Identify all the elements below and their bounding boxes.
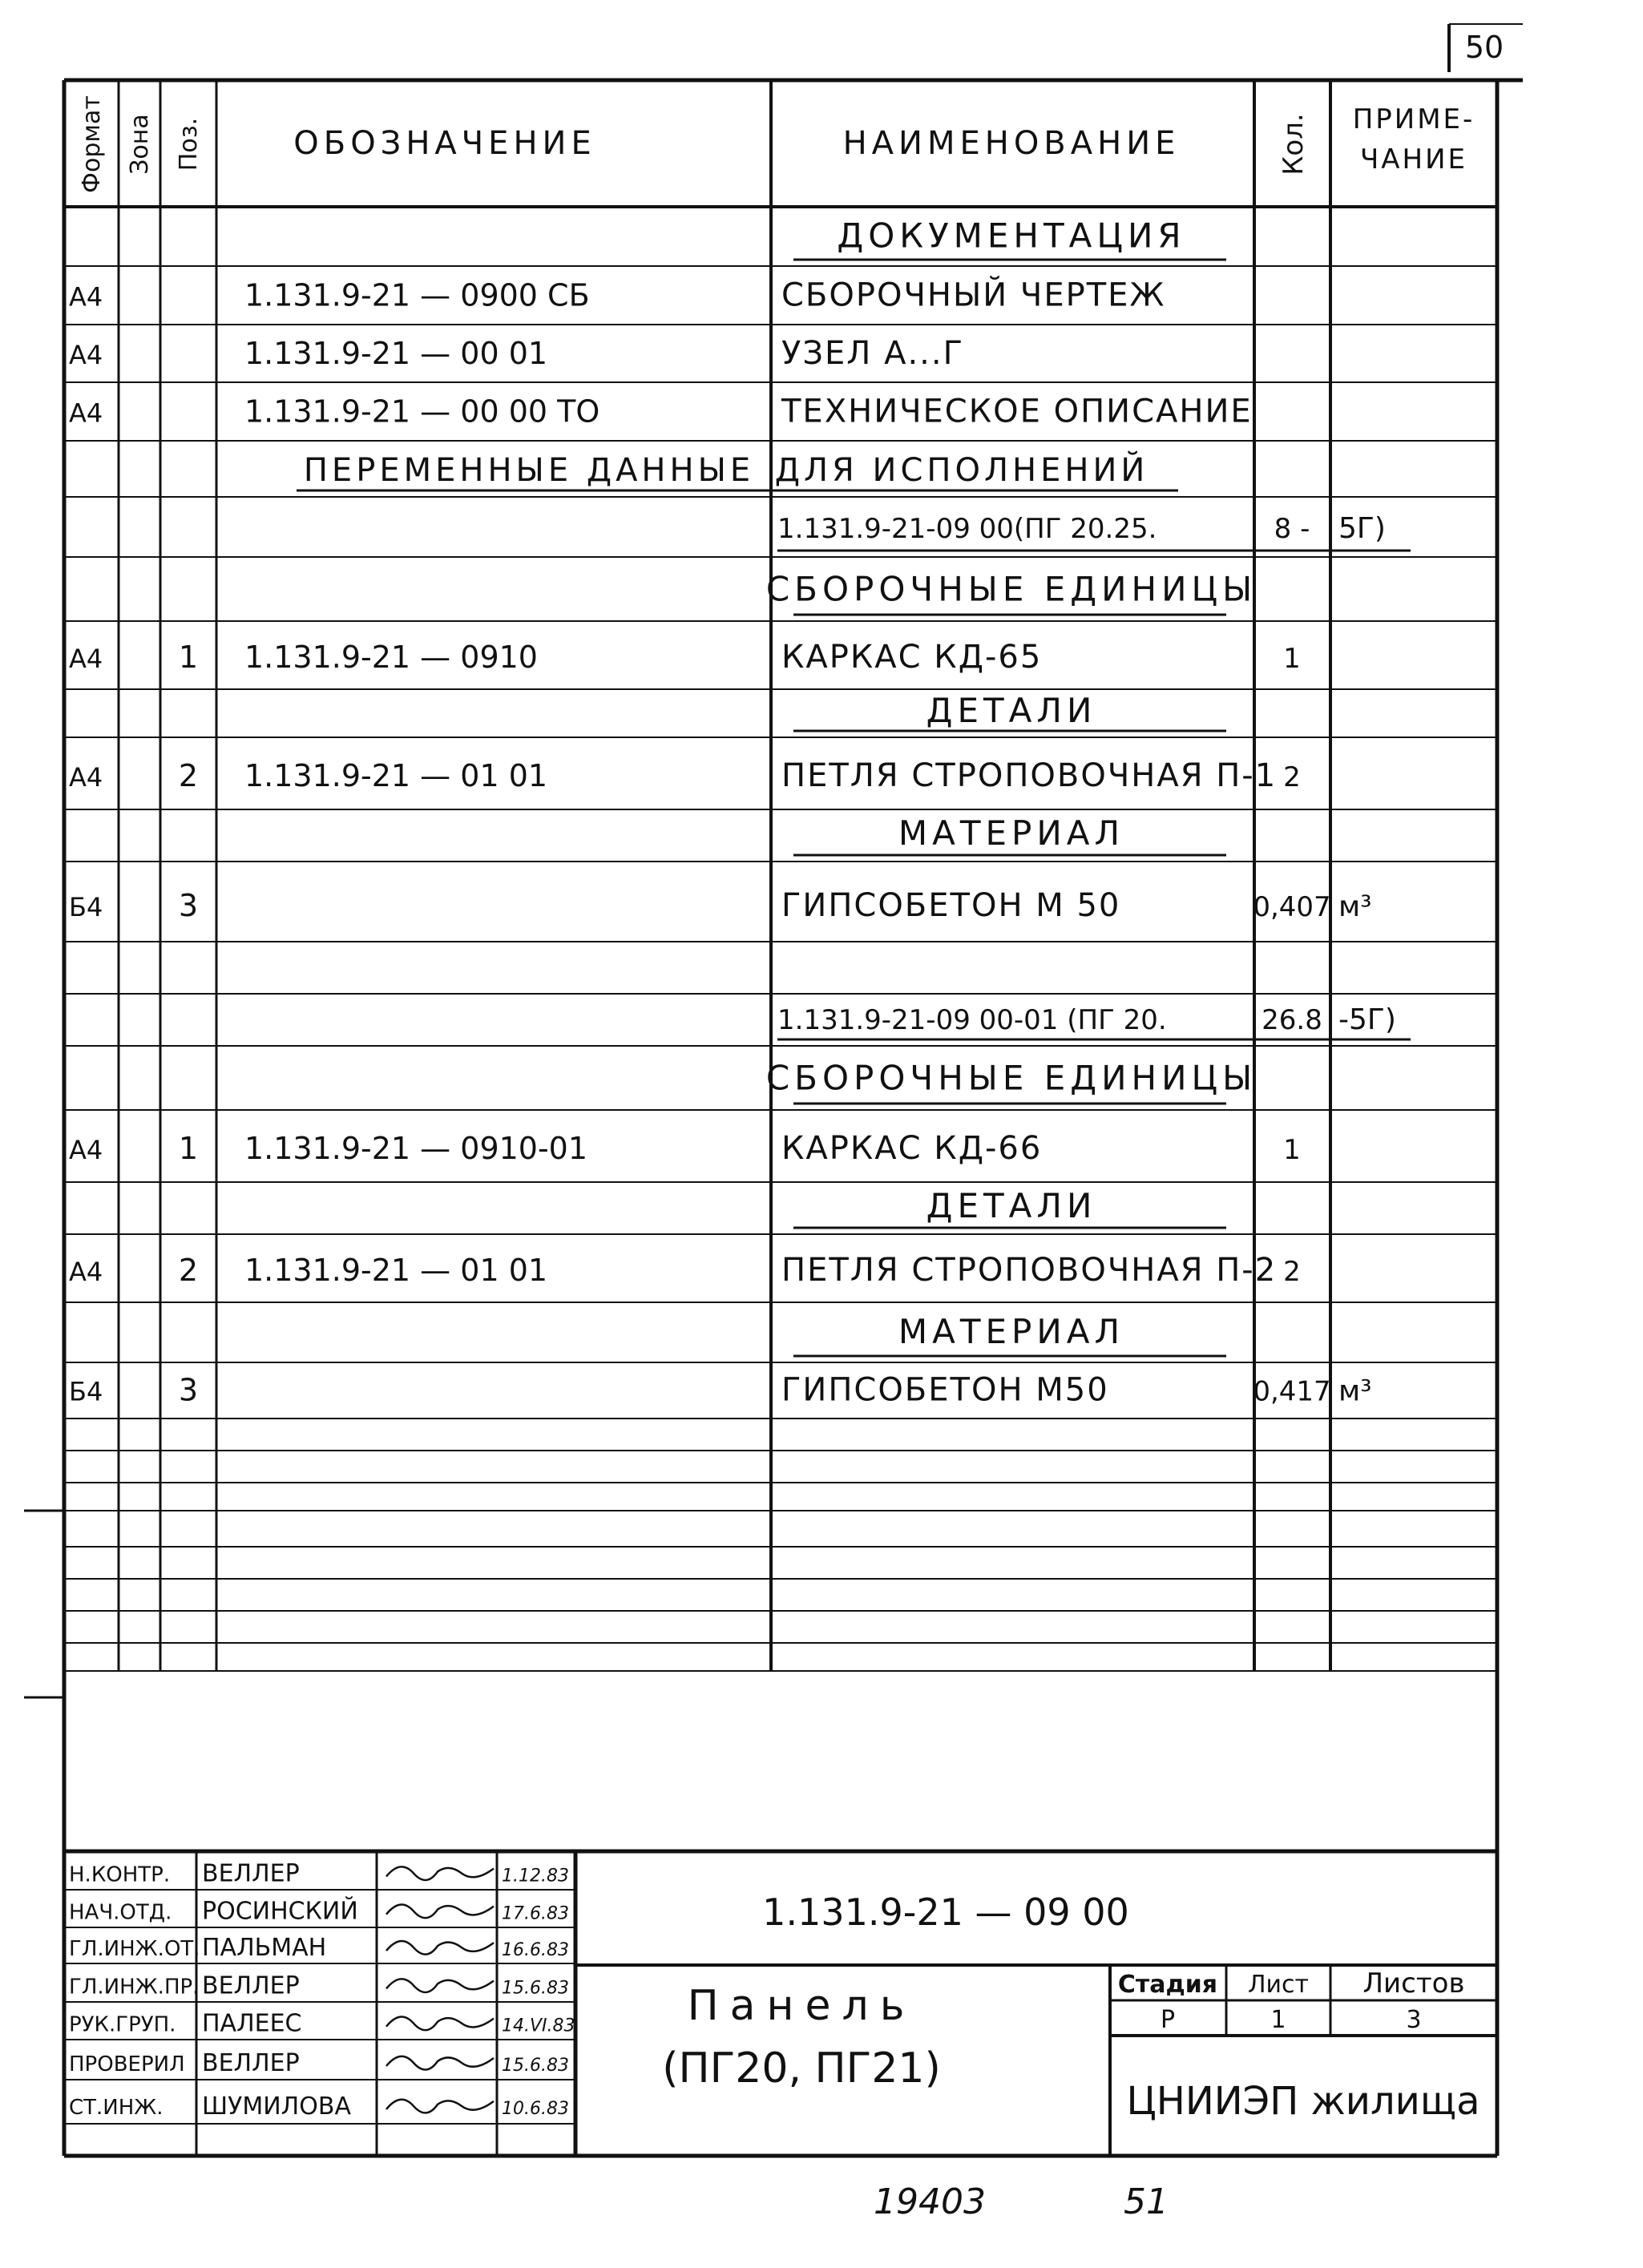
signer-name: ВЕЛЛЕР: [202, 1859, 300, 1888]
cell-name: ПЕТЛЯ СТРОПОВОЧНАЯ П-2: [781, 1251, 1278, 1289]
cell-name: КАРКАС КД-66: [781, 1130, 1043, 1168]
table-row: [69, 1130, 1301, 1167]
signer-date: 17.6.83: [502, 1903, 569, 1924]
cell-format: А4: [69, 1256, 103, 1287]
signer-role: НАЧ.ОТД.: [69, 1900, 172, 1925]
cell-qty: 1: [1283, 642, 1301, 675]
cell-designation: 1.131.9-21 — 0900 СБ: [244, 277, 590, 313]
signer-row: [64, 2040, 575, 2077]
header-designation: ОБОЗНАЧЕНИЕ: [293, 125, 596, 162]
cell-pos: 1: [178, 639, 199, 675]
table-row: [793, 1312, 1226, 1356]
signer-date: 15.6.83: [502, 2056, 569, 2076]
cell-format: А4: [69, 281, 103, 313]
cell-qty: 0,417: [1253, 1375, 1331, 1408]
header-zone: Зона: [126, 114, 154, 175]
header-pos: Поз.: [175, 117, 203, 172]
signer-role: РУК.ГРУП.: [69, 2012, 176, 2037]
title-block: [64, 1851, 1497, 2156]
signer-row: [64, 2002, 575, 2038]
table-row: [69, 757, 1301, 794]
cell-name: ГИПСОБЕТОН М 50: [781, 887, 1121, 924]
header-format: Формат: [78, 95, 106, 193]
cell-qty: 8 -: [1274, 513, 1310, 545]
signer-row: [64, 1890, 575, 1926]
table-row: [69, 1252, 1301, 1289]
signature-mark: [386, 1979, 494, 1992]
table-row: [69, 335, 964, 372]
signer-row: [64, 2080, 575, 2121]
header-note-2: ЧАНИЕ: [1359, 143, 1468, 176]
sheet-number: 50: [1464, 30, 1504, 65]
inventory-number: 19403: [874, 2181, 986, 2222]
header-note-1: ПРИМЕ-: [1352, 103, 1475, 135]
signer-name: ВЕЛЛЕР: [202, 2049, 300, 2077]
sheets-value: 3: [1406, 2006, 1422, 2034]
table-row: [793, 1186, 1226, 1228]
cell-pos: 3: [178, 1372, 199, 1408]
signer-role: Н.КОНТР.: [69, 1862, 171, 1887]
stage-label: Стадия: [1117, 1971, 1218, 1999]
signer-date: 10.6.83: [502, 2098, 569, 2119]
cell-name: ТЕХНИЧЕСКОЕ ОПИСАНИЕ: [781, 393, 1253, 430]
cell-name-section: МАТЕРИАЛ: [898, 1312, 1125, 1351]
cell-note: 5Г): [1338, 512, 1386, 545]
cell-qty: 26.8: [1262, 1004, 1322, 1037]
cell-name-variant: 1.131.9-21-09 00(ПГ 20.25.: [777, 513, 1157, 545]
frame: [24, 80, 1523, 2156]
footer-page-number: 51: [1124, 2181, 1169, 2222]
table-row: [793, 813, 1226, 855]
cell-qty: 0,407: [1253, 891, 1331, 923]
cell-qty: 2: [1283, 761, 1301, 794]
cell-name: ПЕТЛЯ СТРОПОВОЧНАЯ П-1: [781, 757, 1278, 795]
cell-name: УЗЕЛ А...Г: [781, 334, 964, 372]
table-row: [777, 512, 1411, 551]
cell-designation: 1.131.9-21 — 0910-01: [244, 1131, 588, 1167]
table-row: [69, 639, 1301, 676]
table-row: [793, 691, 1226, 731]
signer-role: ПРОВЕРИЛ: [69, 2052, 185, 2076]
cell-name: СБОРОЧНЫЙ ЧЕРТЕЖ: [781, 276, 1166, 314]
document-code: 1.131.9-21 — 09 00: [762, 1891, 1129, 1934]
header-name: НАИМЕНОВАНИЕ: [842, 125, 1181, 162]
cell-qty: 1: [1283, 1134, 1301, 1167]
signer-name: ШУМИЛОВА: [202, 2092, 351, 2121]
cell-name-section: ДОКУМЕНТАЦИЯ: [837, 216, 1186, 256]
cell-format: А4: [69, 398, 103, 429]
variable-data-heading: [297, 450, 1178, 490]
cell-pos: 1: [178, 1131, 199, 1167]
cell-name-variant: 1.131.9-21-09 00-01 (ПГ 20.: [777, 1004, 1167, 1037]
cell-designation: 1.131.9-21 — 01 01: [244, 1252, 548, 1288]
cell-name: КАРКАС КД-65: [781, 638, 1043, 676]
signature-table: [64, 1859, 575, 2120]
signature-mark: [386, 1905, 494, 1919]
cell-name-section: СБОРОЧНЫЕ ЕДИНИЦЫ: [765, 1058, 1257, 1098]
organization: ЦНИИЭП жилища: [1126, 2079, 1480, 2124]
signer-name: РОСИНСКИЙ: [202, 1897, 358, 1926]
cell-note: -5Г): [1338, 1003, 1396, 1037]
title-line-2: (ПГ20, ПГ21): [662, 2044, 941, 2092]
signer-date: 16.6.83: [502, 1940, 569, 1961]
table-header: [78, 95, 1475, 193]
cell-format: Б4: [69, 1376, 103, 1407]
cell-pos: 2: [178, 1252, 199, 1288]
specification-table: [64, 80, 1497, 1671]
table-row: [69, 887, 1372, 924]
cell-designation: 1.131.9-21 — 00 01: [244, 335, 548, 371]
signer-row: [69, 1859, 569, 1887]
signer-role: ГЛ.ИНЖ.ПР.: [69, 1975, 200, 2000]
cell-name-section: МАТЕРИАЛ: [898, 813, 1125, 854]
sheet-label: Лист: [1247, 1971, 1310, 1999]
signer-date: 14.VI.83: [502, 2016, 575, 2036]
table-row: [69, 1372, 1372, 1409]
cell-designation: 1.131.9-21 — 0910: [244, 639, 538, 675]
cell-format: А4: [69, 1135, 103, 1166]
cell-pos: 3: [178, 888, 199, 923]
cell-pos: 2: [178, 758, 199, 794]
variable-data-part1: ПЕРЕМЕННЫЕ ДАННЫЕ: [303, 452, 755, 489]
signer-name: ПАЛЬМАН: [202, 1934, 327, 1963]
table-row: [69, 276, 1166, 314]
table-row: [69, 393, 1253, 430]
cell-note: м³: [1338, 1374, 1372, 1408]
cell-name: ГИПСОБЕТОН М50: [781, 1371, 1109, 1409]
sheets-label: Листов: [1362, 1967, 1465, 2000]
sheet-number-box: [1449, 24, 1523, 72]
cell-format: А4: [69, 762, 103, 793]
signer-date: 1.12.83: [502, 1866, 569, 1887]
cell-qty: 2: [1283, 1255, 1301, 1288]
cell-format: А4: [69, 643, 103, 674]
signature-mark: [386, 1866, 494, 1880]
cell-name-section: ДЕТАЛИ: [926, 1186, 1097, 1226]
cell-format: Б4: [69, 892, 103, 922]
header-qty: Кол.: [1278, 113, 1310, 176]
table-row: [766, 1058, 1257, 1104]
title-line-1: Панель: [687, 1982, 916, 2030]
signer-name: ВЕЛЛЕР: [202, 1971, 300, 2000]
variable-data-part2: ДЛЯ ИСПОЛНЕНИЙ: [774, 452, 1149, 489]
cell-format: А4: [69, 339, 103, 370]
signer-role: СТ.ИНЖ.: [69, 2095, 163, 2120]
table-row: [793, 216, 1226, 260]
cell-designation: 1.131.9-21 — 00 00 ТО: [244, 393, 600, 430]
signature-mark: [386, 2017, 494, 2031]
sheet-value: 1: [1270, 2006, 1286, 2034]
stage-value: Р: [1160, 2006, 1176, 2034]
signature-mark: [386, 2100, 494, 2113]
table-rows: [69, 216, 1411, 1408]
signer-date: 15.6.83: [502, 1978, 569, 1999]
signature-mark: [386, 1941, 494, 1955]
cell-name-section: СБОРОЧНЫЕ ЕДИНИЦЫ: [765, 569, 1257, 609]
signer-role: ГЛ.ИНЖ.ОТ.: [69, 1937, 200, 1962]
signer-row: [64, 1927, 575, 1962]
cell-name-section: ДЕТАЛИ: [926, 690, 1097, 730]
table-row: [777, 1003, 1411, 1039]
cell-note: м³: [1338, 890, 1372, 923]
signature-mark: [386, 2056, 494, 2070]
signer-row: [64, 1963, 575, 2000]
table-row: [766, 569, 1257, 615]
signer-name: ПАЛЕЕС: [202, 2009, 302, 2038]
cell-designation: 1.131.9-21 — 01 01: [244, 758, 548, 794]
